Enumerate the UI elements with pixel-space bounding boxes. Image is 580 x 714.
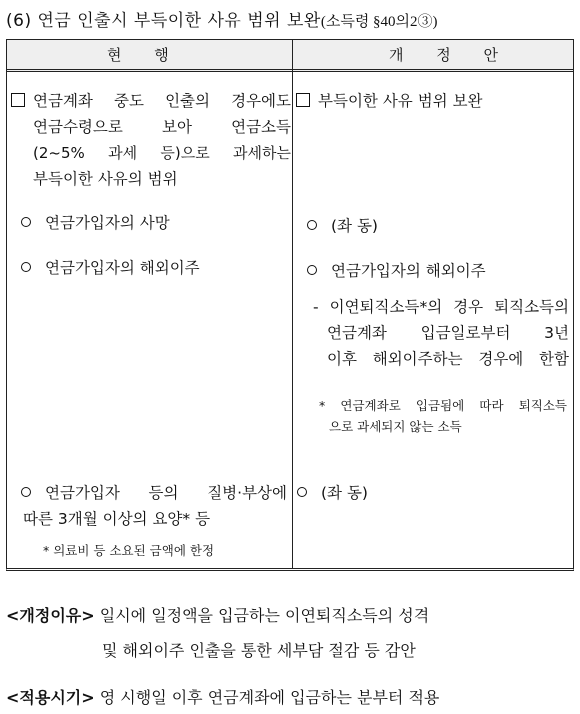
checkbox-square-icon <box>296 93 310 107</box>
circle-bullet-icon <box>307 220 317 230</box>
current-box-line-2: 연금수령으로 보아 연금소득 <box>33 118 291 136</box>
amended-item-2: 연금가입자의 해외이주 <box>307 258 486 284</box>
reason-text-2: 및 해외이주 인출을 통한 세부담 절감 등 감안 <box>102 641 416 660</box>
current-box-line-4: 부득이한 사유의 범위 <box>33 170 178 188</box>
current-note: * 의료비 등 소요된 금액에 한정 <box>43 543 215 558</box>
header-amended: 개 정 안 <box>389 46 513 64</box>
section-title <box>6 6 438 31</box>
current-box-item <box>11 88 291 192</box>
amended-note-line-2: 으로 과세되지 않는 소득 <box>329 419 462 434</box>
column-divider <box>292 40 293 568</box>
comparison-table <box>6 39 574 571</box>
circle-bullet-icon <box>21 217 31 227</box>
effective-label: <적용시기> <box>6 688 95 707</box>
header-current: 현 행 <box>107 46 183 64</box>
circle-bullet-icon <box>297 487 307 497</box>
checkbox-square-icon <box>11 93 25 107</box>
reason-label: <개정이유> <box>6 606 95 625</box>
amended-box-line: 부득이한 사유 범위 보완 <box>318 92 483 110</box>
current-box-line-3: (2~5% 과세 등)으로 과세하는 <box>33 144 291 162</box>
current-item-2: 연금가입자의 해외이주 <box>21 255 200 281</box>
effective-line <box>6 685 439 708</box>
circle-bullet-icon <box>307 265 317 275</box>
reason-line-1 <box>6 603 429 626</box>
current-item-3-line-1: 연금가입자 등의 질병·부상에 <box>45 484 287 502</box>
amended-dash-item <box>313 294 569 372</box>
amended-note-line-1: * 연금계좌로 입금됨에 따라 퇴직소득 <box>319 398 567 413</box>
current-item-1: 연금가입자의 사망 <box>21 210 170 236</box>
circle-bullet-icon <box>21 487 31 497</box>
table-header <box>7 40 573 72</box>
section-title-main: (6) 연금 인출시 부득이한 사유 범위 보완 <box>6 11 321 31</box>
amended-dash-line-2: 연금계좌 입금일로부터 3년 <box>327 324 569 342</box>
amended-item-1: (좌 동) <box>307 213 378 239</box>
section-title-ref: (소득령 §40의2③) <box>320 14 438 30</box>
effective-text: 영 시행일 이후 연금계좌에 입금하는 분부터 적용 <box>99 688 440 707</box>
current-item-3-line-2: 따른 3개월 이상의 요양* 등 <box>23 510 211 528</box>
amended-dash-line-1: - 이연퇴직소득*의 경우 퇴직소득의 <box>313 298 569 316</box>
circle-bullet-icon <box>21 262 31 272</box>
amended-box-item <box>296 88 483 114</box>
reason-text-1: 일시에 일정액을 입금하는 이연퇴직소득의 성격 <box>99 606 430 625</box>
amended-dash-line-3: 이후 해외이주하는 경우에 한함 <box>327 350 569 368</box>
amended-note <box>319 395 567 437</box>
current-box-line-1: 연금계좌 중도 인출의 경우에도 <box>33 92 291 110</box>
amended-item-3: (좌 동) <box>297 480 368 506</box>
current-item-3 <box>21 480 287 532</box>
